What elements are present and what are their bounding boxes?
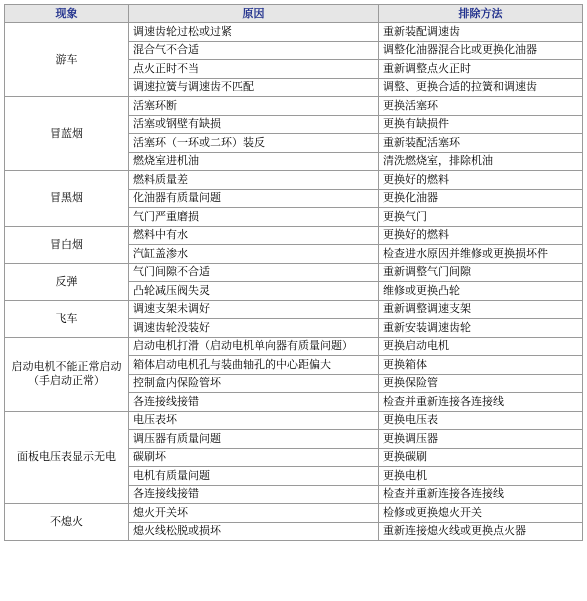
troubleshooting-table: [4, 4, 583, 541]
remedy-cell: 重新装配活塞环: [379, 134, 583, 153]
remedy-cell: 检查进水原因并维修或更换损坏件: [379, 245, 583, 264]
remedy-cell: 更换碳刷: [379, 448, 583, 467]
remedy-cell: 更换调压器: [379, 430, 583, 449]
cause-cell: 熄火开关坏: [129, 504, 379, 523]
cause-cell: 活塞环（一环或二环）装反: [129, 134, 379, 153]
cause-cell: 点火正时不当: [129, 60, 379, 79]
cause-cell: 燃烧室进机油: [129, 152, 379, 171]
cause-cell: 各连接线接错: [129, 393, 379, 412]
cause-cell: 气门严重磨损: [129, 208, 379, 227]
table-row: [5, 171, 583, 190]
remedy-cell: 更换保险管: [379, 374, 583, 393]
cause-cell: 调速齿轮过松或过紧: [129, 23, 379, 42]
cause-cell: 调压器有质量问题: [129, 430, 379, 449]
header-symptom: 现象: [5, 5, 129, 23]
cause-cell: 箱体启动电机孔与装曲轴孔的中心距偏大: [129, 356, 379, 375]
cause-cell: 汽缸盖渗水: [129, 245, 379, 264]
symptom-cell: 反弹: [5, 263, 129, 300]
remedy-cell: 清洗燃烧室，排除机油: [379, 152, 583, 171]
table-row: [5, 411, 583, 430]
remedy-cell: 调整、更换合适的拉簧和调速齿: [379, 78, 583, 97]
remedy-cell: 重新装配调速齿: [379, 23, 583, 42]
remedy-cell: 更换好的燃料: [379, 226, 583, 245]
remedy-cell: 更换电机: [379, 467, 583, 486]
troubleshooting-table-container: [4, 4, 583, 541]
cause-cell: 混合气不合适: [129, 41, 379, 60]
cause-cell: 电压表坏: [129, 411, 379, 430]
remedy-cell: 重新调整点火正时: [379, 60, 583, 79]
table-body: [5, 23, 583, 541]
symptom-cell: 启动电机不能正常启动（手启动正常）: [5, 337, 129, 411]
cause-cell: 启动电机打滑（启动电机单向器有质量问题）: [129, 337, 379, 356]
remedy-cell: 更换启动电机: [379, 337, 583, 356]
symptom-cell: 游车: [5, 23, 129, 97]
remedy-cell: 重新调整调速支架: [379, 300, 583, 319]
table-row: [5, 23, 583, 42]
cause-cell: 活塞环断: [129, 97, 379, 116]
remedy-cell: 检查并重新连接各连接线: [379, 393, 583, 412]
table-row: [5, 263, 583, 282]
table-row: [5, 226, 583, 245]
cause-cell: 碳刷坏: [129, 448, 379, 467]
cause-cell: 气门间隙不合适: [129, 263, 379, 282]
cause-cell: 调速齿轮没装好: [129, 319, 379, 338]
cause-cell: 化油器有质量问题: [129, 189, 379, 208]
cause-cell: 活塞或钢壁有缺损: [129, 115, 379, 134]
symptom-cell: 冒白烟: [5, 226, 129, 263]
symptom-cell: 面板电压表显示无电: [5, 411, 129, 504]
table-header-row: [5, 5, 583, 23]
cause-cell: 熄火线松脱或损坏: [129, 522, 379, 541]
remedy-cell: 检修或更换熄火开关: [379, 504, 583, 523]
cause-cell: 凸轮减压阀失灵: [129, 282, 379, 301]
symptom-cell: 冒蓝烟: [5, 97, 129, 171]
table-row: [5, 300, 583, 319]
remedy-cell: 更换电压表: [379, 411, 583, 430]
remedy-cell: 维修或更换凸轮: [379, 282, 583, 301]
header-remedy: 排除方法: [379, 5, 583, 23]
remedy-cell: 更换活塞环: [379, 97, 583, 116]
remedy-cell: 更换有缺损件: [379, 115, 583, 134]
remedy-cell: 更换化油器: [379, 189, 583, 208]
cause-cell: 电机有质量问题: [129, 467, 379, 486]
cause-cell: 燃料质量差: [129, 171, 379, 190]
table-row: [5, 337, 583, 356]
remedy-cell: 更换好的燃料: [379, 171, 583, 190]
cause-cell: 控制盒内保险管坏: [129, 374, 379, 393]
symptom-cell: 不熄火: [5, 504, 129, 541]
table-row: [5, 504, 583, 523]
remedy-cell: 检查并重新连接各连接线: [379, 485, 583, 504]
cause-cell: 调速支架未调好: [129, 300, 379, 319]
cause-cell: 调速拉簧与调速齿不匹配: [129, 78, 379, 97]
remedy-cell: 重新连接熄火线或更换点火器: [379, 522, 583, 541]
remedy-cell: 调整化油器混合比或更换化油器: [379, 41, 583, 60]
symptom-cell: 冒黑烟: [5, 171, 129, 227]
cause-cell: 燃料中有水: [129, 226, 379, 245]
header-cause: 原因: [129, 5, 379, 23]
remedy-cell: 重新安装调速齿轮: [379, 319, 583, 338]
symptom-cell: 飞车: [5, 300, 129, 337]
table-row: [5, 97, 583, 116]
remedy-cell: 重新调整气门间隙: [379, 263, 583, 282]
cause-cell: 各连接线接错: [129, 485, 379, 504]
remedy-cell: 更换气门: [379, 208, 583, 227]
remedy-cell: 更换箱体: [379, 356, 583, 375]
